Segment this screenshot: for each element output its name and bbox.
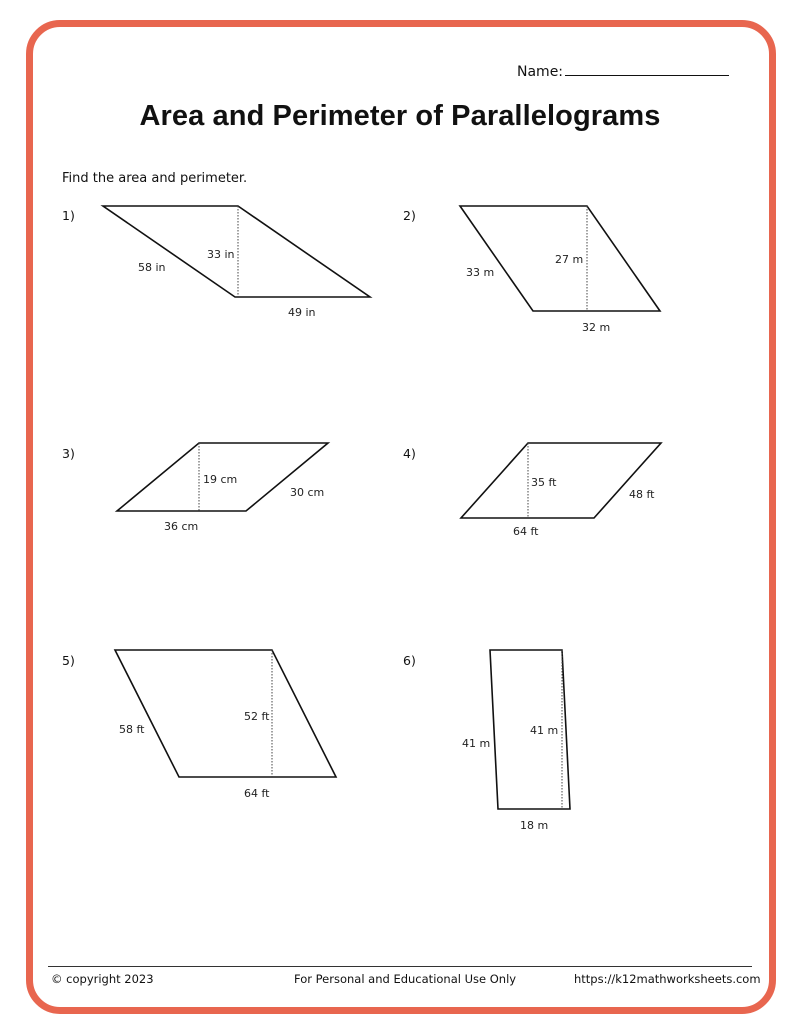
- footer-usage: For Personal and Educational Use Only: [294, 972, 517, 986]
- footer-divider: [48, 966, 752, 967]
- problem-6-number: 6): [403, 653, 416, 668]
- footer-url[interactable]: https://k12mathworksheets.com: [574, 972, 761, 986]
- name-label: Name:: [517, 64, 564, 80]
- problem-1-number: 1): [62, 208, 75, 223]
- worksheet-title: Area and Perimeter of Parallelograms: [139, 100, 661, 132]
- problem-3-number: 3): [62, 446, 75, 461]
- side-label-4: 48 ft: [629, 488, 655, 501]
- footer-copyright: © copyright 2023: [51, 972, 154, 986]
- parallelogram-1: [103, 206, 370, 297]
- base-label-6: 18 m: [520, 819, 549, 832]
- height-label-4: 35 ft: [531, 476, 557, 489]
- side-label-2: 33 m: [466, 266, 495, 279]
- parallelogram-5: [115, 650, 336, 777]
- base-label-2: 32 m: [582, 321, 611, 334]
- height-label-6: 41 m: [530, 724, 559, 737]
- instructions: Find the area and perimeter.: [62, 171, 248, 186]
- base-label-3: 36 cm: [164, 520, 199, 533]
- height-label-5: 52 ft: [244, 710, 270, 723]
- height-label-2: 27 m: [555, 253, 584, 266]
- problem-4-number: 4): [403, 446, 416, 461]
- side-label-3: 30 cm: [290, 486, 325, 499]
- problem-5-number: 5): [62, 653, 75, 668]
- side-label-5: 58 ft: [119, 723, 145, 736]
- height-label-3: 19 cm: [203, 473, 238, 486]
- side-label-6: 41 m: [462, 737, 491, 750]
- base-label-5: 64 ft: [244, 787, 270, 800]
- parallelogram-4: [461, 443, 661, 518]
- base-label-1: 49 in: [288, 306, 316, 319]
- problem-2-number: 2): [403, 208, 416, 223]
- base-label-4: 64 ft: [513, 525, 539, 538]
- height-label-1: 33 in: [207, 248, 235, 261]
- side-label-1: 58 in: [138, 261, 166, 274]
